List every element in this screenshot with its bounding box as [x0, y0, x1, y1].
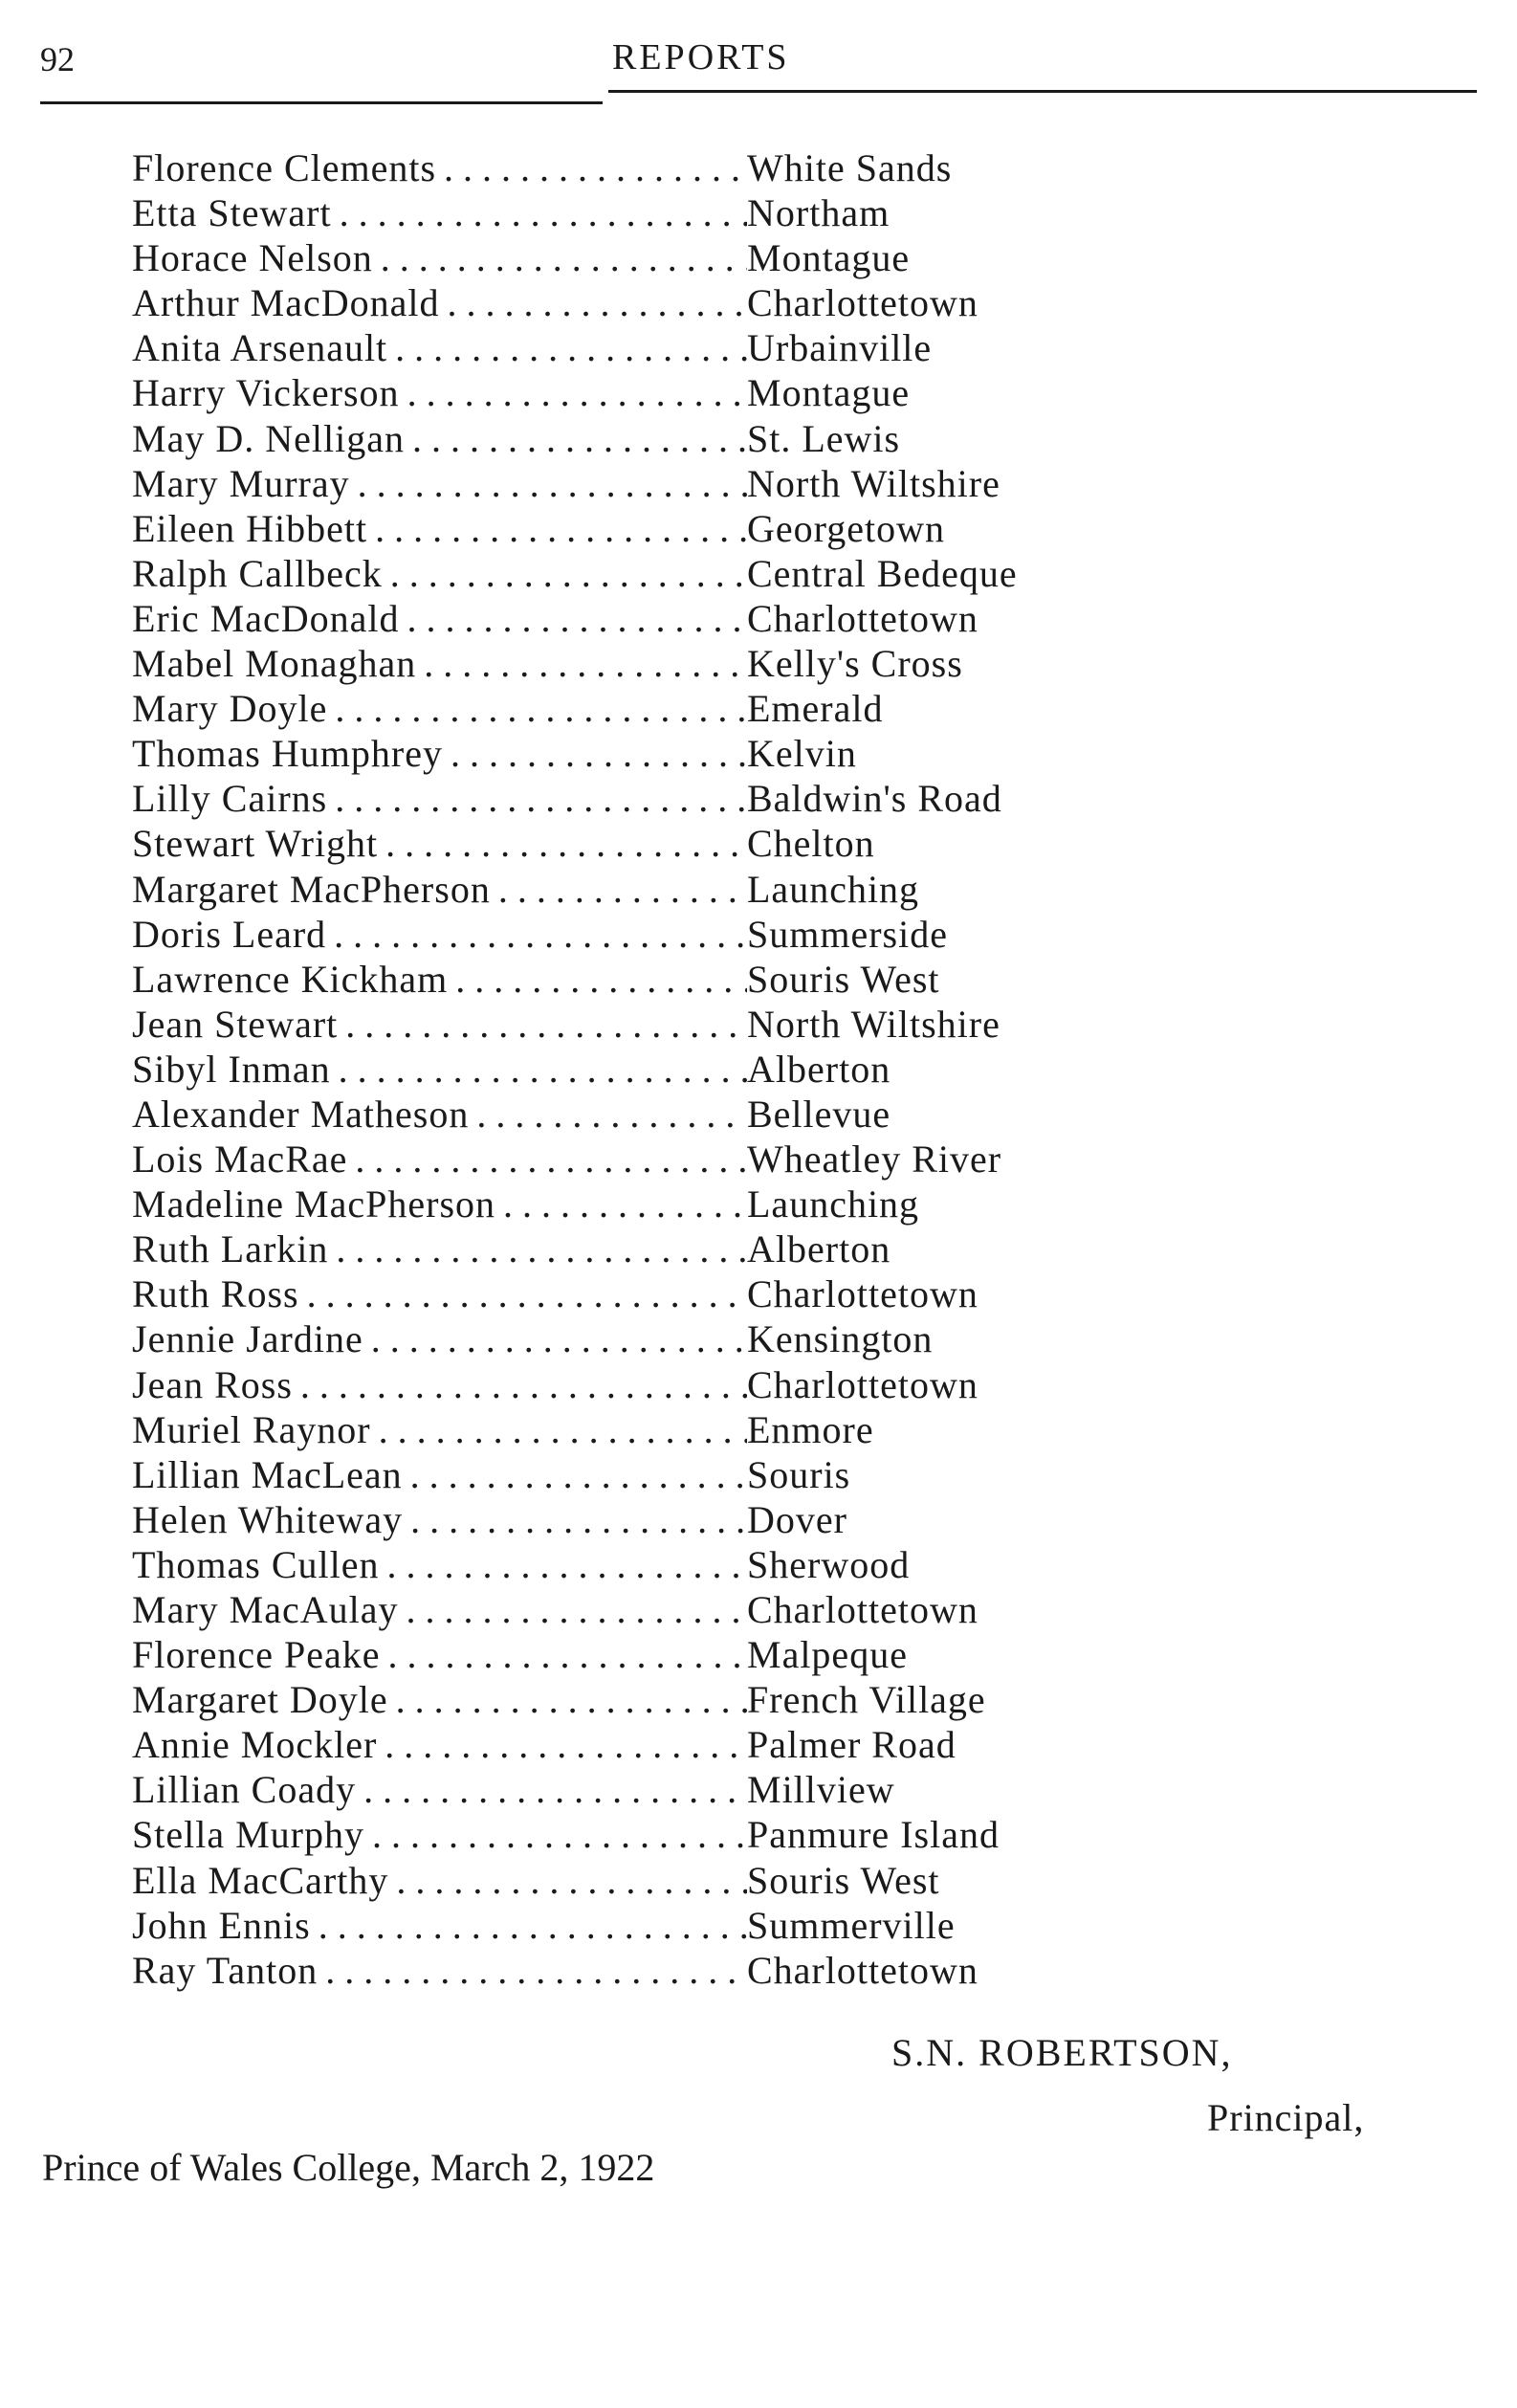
roster-row: [132, 235, 1203, 280]
dot-leader: [380, 1632, 747, 1677]
dot-leader: [378, 821, 747, 866]
roster-row: [132, 416, 1203, 461]
student-hometown: Souris: [747, 1452, 851, 1496]
student-hometown: Northam: [747, 191, 890, 235]
dot-leader: [356, 1767, 747, 1812]
student-name: Jennie Jardine: [132, 1317, 363, 1361]
dot-leader: [491, 867, 747, 912]
roster-row: [132, 1632, 1203, 1677]
signatory-name: S.N. ROBERTSON,: [891, 2031, 1233, 2074]
student-name: Mary Murray: [132, 461, 350, 505]
roster-row: [132, 145, 1203, 190]
dot-leader: [388, 1858, 747, 1903]
roster-row: [132, 461, 1203, 506]
student-hometown: North Wiltshire: [747, 1002, 1000, 1046]
page-number: 92: [40, 40, 75, 78]
student-name: Ralph Callbeck: [132, 551, 383, 595]
student-hometown: Urbainville: [747, 326, 933, 370]
student-name: May D. Nelligan: [132, 416, 405, 460]
roster-row: [132, 957, 1203, 1002]
student-hometown: Charlottetown: [747, 1272, 978, 1316]
roster-name-cell: [132, 1948, 747, 1993]
header-rule-right: [608, 90, 1477, 93]
roster-name-cell: [132, 1722, 747, 1767]
student-hometown: Souris West: [747, 957, 940, 1001]
roster-name-cell: [132, 821, 747, 866]
roster-name-cell: [132, 551, 747, 596]
roster-name-cell: [132, 1767, 747, 1812]
student-roster: [132, 145, 1203, 1993]
dot-leader: [443, 731, 747, 776]
student-name: Ella MacCarthy: [132, 1858, 389, 1902]
student-name: Alexander Matheson: [132, 1092, 470, 1136]
dot-leader: [448, 957, 747, 1002]
student-hometown: Charlottetown: [747, 1362, 978, 1406]
student-name: Florence Peake: [132, 1633, 381, 1677]
student-name: Stewart Wright: [132, 822, 379, 866]
student-hometown: Souris West: [747, 1858, 940, 1902]
roster-row: [132, 776, 1203, 821]
student-name: Lillian MacLean: [132, 1452, 403, 1496]
student-name: Eileen Hibbett: [132, 506, 368, 550]
student-hometown: Alberton: [747, 1227, 891, 1271]
student-hometown: Charlottetown: [747, 281, 978, 325]
dot-leader: [495, 1182, 747, 1226]
roster-name-cell: [132, 1497, 747, 1542]
roster-name-cell: [132, 416, 747, 461]
dot-leader: [373, 235, 747, 280]
dot-leader: [371, 1407, 747, 1452]
roster-name-cell: [132, 731, 747, 776]
roster-name-cell: [132, 596, 747, 641]
student-hometown: White Sands: [747, 146, 953, 189]
roster-row: [132, 641, 1203, 686]
roster-row: [132, 1362, 1203, 1407]
place-and-date: Prince of Wales College, March 2, 1922: [42, 2146, 655, 2189]
roster-name-cell: [132, 280, 747, 325]
dot-leader: [364, 1812, 747, 1857]
roster-name-cell: [132, 1812, 747, 1857]
dot-leader: [469, 1092, 747, 1137]
student-hometown: Summerside: [747, 912, 948, 956]
dot-leader: [403, 1497, 747, 1542]
roster-name-cell: [132, 1182, 747, 1226]
roster-name-cell: [132, 1542, 747, 1587]
roster-name-cell: [132, 686, 747, 731]
dot-leader: [332, 190, 747, 235]
roster-row: [132, 821, 1203, 866]
header-rule-left: [40, 101, 603, 104]
student-hometown: Central Bedeque: [747, 551, 1018, 595]
student-name: Anita Arsenault: [132, 326, 388, 370]
student-hometown: St. Lewis: [747, 416, 901, 460]
student-hometown: Palmer Road: [747, 1723, 956, 1767]
roster-row: [132, 1948, 1203, 1993]
roster-name-cell: [132, 1858, 747, 1903]
roster-row: [132, 1182, 1203, 1226]
student-hometown: Kelly's Cross: [747, 642, 963, 686]
roster-row: [132, 1767, 1203, 1812]
dot-leader: [318, 1948, 747, 1993]
student-name: Lillian Coady: [132, 1768, 357, 1812]
student-name: John Ennis: [132, 1903, 311, 1947]
dot-leader: [387, 325, 747, 370]
roster-row: [132, 1271, 1203, 1316]
roster-name-cell: [132, 1226, 747, 1271]
student-name: Eric MacDonald: [132, 596, 400, 640]
dot-leader: [331, 1047, 747, 1092]
student-name: Thomas Cullen: [132, 1542, 380, 1586]
student-name: Jean Stewart: [132, 1002, 339, 1046]
student-name: Ruth Ross: [132, 1272, 299, 1316]
roster-name-cell: [132, 190, 747, 235]
student-name: Madeline MacPherson: [132, 1182, 496, 1226]
student-name: Stella Murphy: [132, 1813, 364, 1857]
roster-name-cell: [132, 370, 747, 415]
dot-leader: [367, 506, 747, 551]
roster-row: [132, 731, 1203, 776]
roster-row: [132, 506, 1203, 551]
roster-name-cell: [132, 776, 747, 821]
student-hometown: Alberton: [747, 1047, 891, 1091]
student-name: Muriel Raynor: [132, 1407, 371, 1451]
roster-name-cell: [132, 1903, 747, 1948]
dot-leader: [436, 145, 747, 190]
dot-leader: [299, 1271, 747, 1316]
student-name: Margaret MacPherson: [132, 867, 491, 911]
dot-leader: [326, 912, 747, 957]
student-name: Lois MacRae: [132, 1138, 348, 1182]
roster-name-cell: [132, 1047, 747, 1092]
roster-row: [132, 1316, 1203, 1361]
student-hometown: Emerald: [747, 687, 884, 731]
roster-row: [132, 190, 1203, 235]
roster-row: [132, 1722, 1203, 1767]
roster-row: [132, 1002, 1203, 1047]
student-hometown: French Village: [747, 1678, 986, 1722]
student-hometown: Georgetown: [747, 506, 945, 550]
dot-leader: [327, 776, 747, 821]
dot-leader: [398, 1587, 747, 1632]
roster-name-cell: [132, 1452, 747, 1497]
student-hometown: Kensington: [747, 1317, 934, 1361]
student-name: Margaret Doyle: [132, 1678, 388, 1722]
dot-leader: [350, 461, 747, 506]
roster-name-cell: [132, 506, 747, 551]
roster-name-cell: [132, 1271, 747, 1316]
dot-leader: [416, 641, 747, 686]
roster-name-cell: [132, 1137, 747, 1182]
student-name: Annie Mockler: [132, 1723, 378, 1767]
student-hometown: Wheatley River: [747, 1138, 1002, 1182]
roster-row: [132, 912, 1203, 957]
student-hometown: Dover: [747, 1497, 847, 1541]
roster-row: [132, 325, 1203, 370]
roster-row: [132, 1092, 1203, 1137]
roster-name-cell: [132, 1002, 747, 1047]
roster-row: [132, 1903, 1203, 1948]
roster-row: [132, 686, 1203, 731]
student-hometown: Montague: [747, 236, 911, 280]
dot-leader: [380, 1542, 747, 1587]
dot-leader: [377, 1722, 747, 1767]
student-name: Jean Ross: [132, 1362, 293, 1406]
student-hometown: Chelton: [747, 822, 875, 866]
roster-row: [132, 1858, 1203, 1903]
dot-leader: [383, 551, 747, 596]
student-hometown: Launching: [747, 1182, 920, 1226]
student-hometown: Panmure Island: [747, 1813, 1000, 1857]
student-name: Thomas Humphrey: [132, 732, 443, 776]
roster-row: [132, 1047, 1203, 1092]
student-name: Ruth Larkin: [132, 1227, 329, 1271]
roster-row: [132, 280, 1203, 325]
student-name: Mabel Monaghan: [132, 642, 417, 686]
student-name: Lawrence Kickham: [132, 957, 449, 1001]
student-hometown: Charlottetown: [747, 1948, 978, 1992]
dot-leader: [439, 280, 747, 325]
dot-leader: [400, 370, 747, 415]
student-name: Harry Vickerson: [132, 371, 400, 415]
running-head: REPORTS: [612, 37, 790, 77]
student-hometown: Bellevue: [747, 1092, 891, 1136]
student-hometown: Kelvin: [747, 732, 857, 776]
student-name: Mary MacAulay: [132, 1588, 399, 1631]
student-name: Mary Doyle: [132, 687, 328, 731]
student-name: Ray Tanton: [132, 1948, 319, 1992]
roster-name-cell: [132, 1316, 747, 1361]
roster-row: [132, 1677, 1203, 1722]
dot-leader: [363, 1316, 747, 1361]
roster-name-cell: [132, 325, 747, 370]
signatory-title: Principal,: [1207, 2096, 1365, 2139]
dot-leader: [328, 1226, 747, 1271]
dot-leader: [403, 1452, 747, 1497]
student-hometown: Malpeque: [747, 1633, 908, 1677]
roster-row: [132, 596, 1203, 641]
roster-name-cell: [132, 1362, 747, 1407]
student-hometown: Enmore: [747, 1407, 874, 1451]
roster-row: [132, 1407, 1203, 1452]
student-name: Horace Nelson: [132, 236, 373, 280]
roster-name-cell: [132, 1092, 747, 1137]
roster-row: [132, 867, 1203, 912]
roster-name-cell: [132, 1587, 747, 1632]
roster-row: [132, 1452, 1203, 1497]
dot-leader: [347, 1137, 747, 1182]
student-name: Doris Leard: [132, 912, 327, 956]
student-name: Sibyl Inman: [132, 1047, 331, 1091]
student-hometown: Charlottetown: [747, 596, 978, 640]
roster-name-cell: [132, 867, 747, 912]
roster-name-cell: [132, 145, 747, 190]
roster-row: [132, 1542, 1203, 1587]
student-name: Lilly Cairns: [132, 777, 328, 821]
roster-name-cell: [132, 912, 747, 957]
student-hometown: North Wiltshire: [747, 461, 1000, 505]
dot-leader: [405, 416, 747, 461]
student-hometown: Baldwin's Road: [747, 777, 1002, 821]
roster-name-cell: [132, 1632, 747, 1677]
dot-leader: [338, 1002, 747, 1047]
student-hometown: Millview: [747, 1768, 895, 1812]
roster-row: [132, 1587, 1203, 1632]
roster-name-cell: [132, 641, 747, 686]
student-name: Etta Stewart: [132, 191, 332, 235]
roster-name-cell: [132, 461, 747, 506]
roster-row: [132, 1497, 1203, 1542]
roster-row: [132, 370, 1203, 415]
student-hometown: Launching: [747, 867, 920, 911]
student-hometown: Summerville: [747, 1903, 956, 1947]
roster-name-cell: [132, 1677, 747, 1722]
student-name: Helen Whiteway: [132, 1497, 404, 1541]
student-name: Arthur MacDonald: [132, 281, 440, 325]
student-hometown: Charlottetown: [747, 1588, 978, 1631]
dot-leader: [327, 686, 747, 731]
student-name: Florence Clements: [132, 146, 437, 189]
dot-leader: [311, 1903, 747, 1948]
roster-name-cell: [132, 235, 747, 280]
dot-leader: [388, 1677, 747, 1722]
roster-row: [132, 551, 1203, 596]
student-hometown: Montague: [747, 371, 911, 415]
roster-name-cell: [132, 1407, 747, 1452]
roster-row: [132, 1812, 1203, 1857]
roster-name-cell: [132, 957, 747, 1002]
student-hometown: Sherwood: [747, 1542, 911, 1586]
roster-row: [132, 1137, 1203, 1182]
roster-row: [132, 1226, 1203, 1271]
dot-leader: [399, 596, 747, 641]
dot-leader: [293, 1362, 747, 1407]
